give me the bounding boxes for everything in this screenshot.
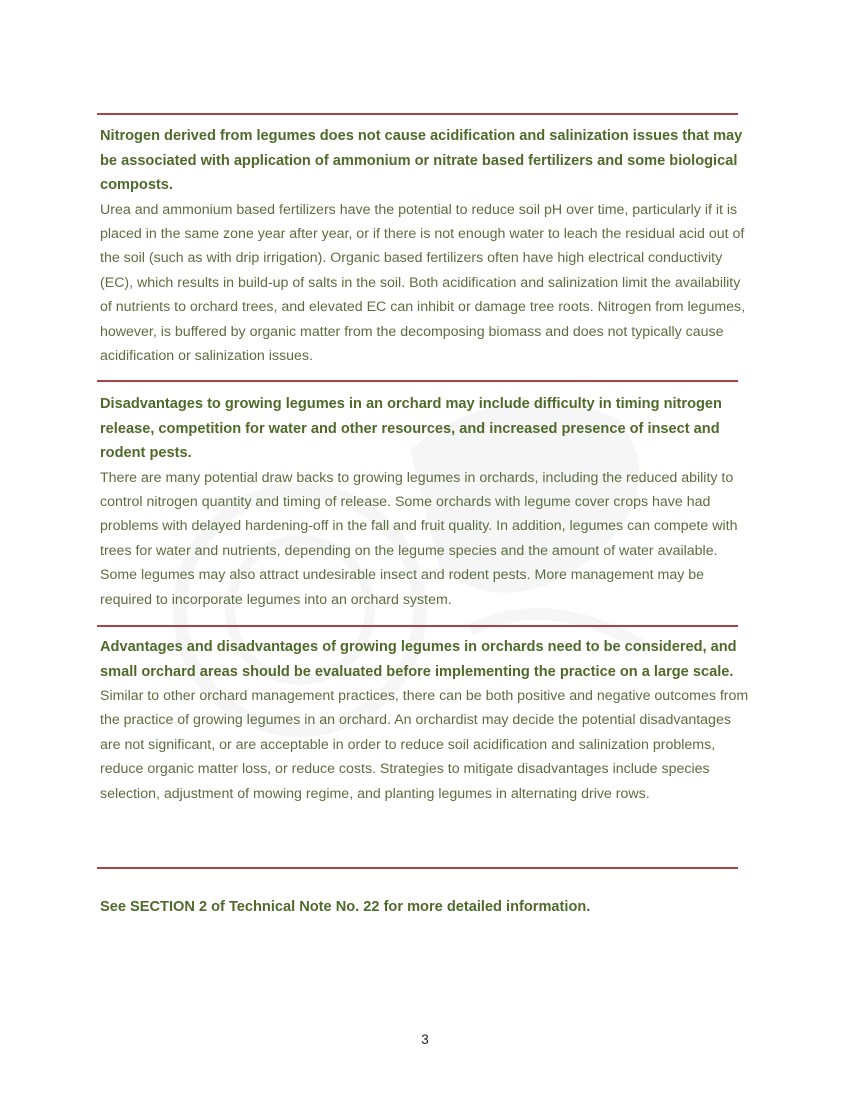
section-2-heading: Disadvantages to growing legumes in an orchard may include difficulty in timing nitrogen release, competition for water and other resources, and increased presence of insect and rodent pests. (100, 396, 722, 461)
section-2 (100, 392, 750, 612)
section-1-heading: Nitrogen derived from legumes does not cause acidification and salinization issues that may be associated with application of ammonium or nitrate based fertilizers and some biological composts. (100, 128, 743, 193)
section-divider-4 (97, 867, 738, 869)
section-divider-1 (97, 113, 738, 115)
section-2-body: There are many potential draw backs to growing legumes in orchards, including the reduced ability to control nitrogen quantity and timing of release. Some orchards with legume cover crops have had problems with delayed hardening-off in the fall and fruit quality. In addition, legumes can compete with trees for water and nutrients, depending on the legume species and the amount of water available. Some legumes may also attract undesirable insect and rodent pests. More management may be required to incorporate legumes into an orchard system. (100, 469, 738, 608)
section-3-heading: Advantages and disadvantages of growing legumes in orchards need to be considered, and small orchard areas should be evaluated before implementing the practice on a large scale. (100, 639, 737, 680)
footer-note: See SECTION 2 of Technical Note No. 22 for more detailed information. (100, 899, 591, 915)
page-number: 3 (421, 1032, 429, 1047)
section-3 (100, 635, 750, 806)
section-1 (100, 124, 750, 368)
section-divider-3 (97, 625, 738, 627)
section-1-body: Urea and ammonium based fertilizers have the potential to reduce soil pH over time, particularly if it is placed in the same zone year after year, or if there is not enough water to leach the residual acid out of the soil (such as with drip irrigation). Organic based fertilizers often have high electrical conductivity (EC), which results in build-up of salts in the soil. Both acidification and salinization limit the availability of nutrients to orchard trees, and elevated EC can inhibit or damage tree roots. Nitrogen from legumes, however, is buffered by organic matter from the decomposing biomass and does not typically cause acidification or salinization issues. (100, 201, 746, 364)
section-3-body: Similar to other orchard management practices, there can be both positive and negative outcomes from the practice of growing legumes in an orchard. An orchardist may decide the potential disadvantages are not significant, or are acceptable in order to reduce soil acidification and salinization problems, reduce organic matter loss, or reduce costs. Strategies to mitigate disadvantages include species selection, adjustment of mowing regime, and planting legumes in alternating drive rows. (100, 688, 749, 802)
section-divider-2 (97, 380, 738, 382)
